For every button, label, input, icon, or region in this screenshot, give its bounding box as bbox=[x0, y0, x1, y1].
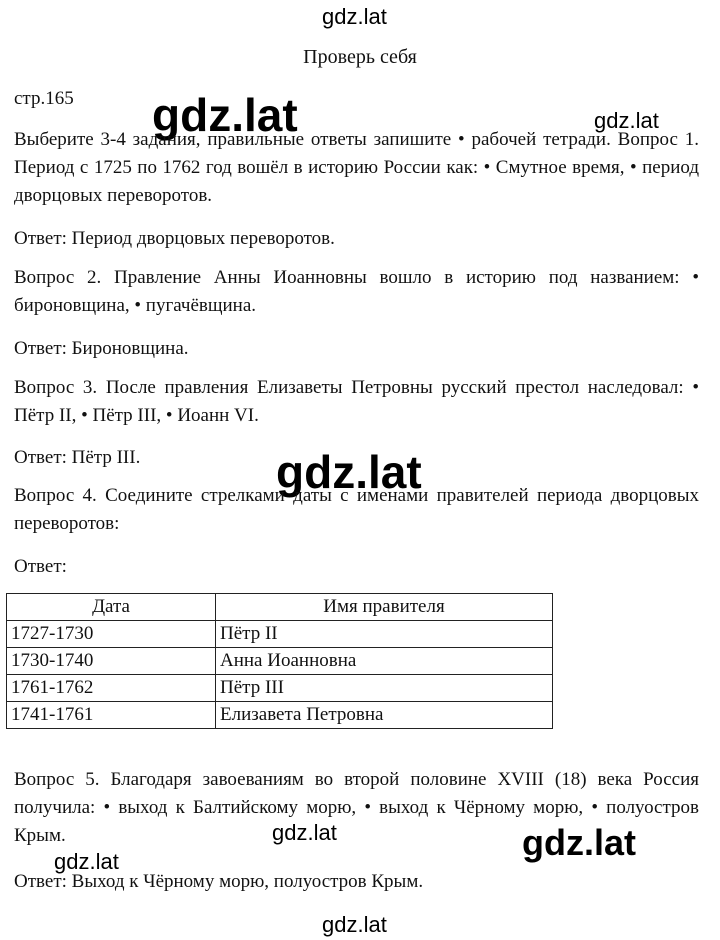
answer-5: Ответ: Выход к Чёрному морю, полуостров Крым. bbox=[14, 871, 424, 892]
cell-ruler: Анна Иоанновна bbox=[216, 648, 553, 675]
watermark-large-1: gdz.lat bbox=[152, 89, 298, 141]
cell-ruler: Пётр III bbox=[216, 675, 553, 702]
page-title: Проверь себя bbox=[303, 46, 417, 68]
question-3: Вопрос 3. После правления Елизаветы Петровны русский престол наследовал: • Пётр II, • Пётр III, • Иоанн VI. bbox=[14, 377, 699, 426]
table-header-row bbox=[7, 594, 553, 621]
cell-date: 1727-1730 bbox=[7, 621, 216, 648]
question-4: Вопрос 4. Соедините стрелками даты с именами правителей периода дворцовых переворотов: bbox=[14, 485, 699, 534]
cell-ruler: Пётр II bbox=[216, 621, 553, 648]
cell-ruler: Елизавета Петровна bbox=[216, 702, 553, 729]
answer-4-label: Ответ: bbox=[14, 556, 67, 577]
watermark-bold-bottom-right: gdz.lat bbox=[522, 822, 636, 863]
question-2: Вопрос 2. Правление Анны Иоанновны вошло в историю под названием: • бироновщина, • пугачёвщина. bbox=[14, 267, 699, 316]
watermark-mid-bottom: gdz.lat bbox=[272, 820, 337, 845]
cell-date: 1730-1740 bbox=[7, 648, 216, 675]
table-row bbox=[7, 648, 553, 675]
answer-table bbox=[6, 593, 553, 729]
watermark-large-2: gdz.lat bbox=[276, 446, 422, 498]
page-reference: стр.165 bbox=[14, 88, 74, 109]
table-row bbox=[7, 702, 553, 729]
table-row bbox=[7, 621, 553, 648]
cell-date: 1761-1762 bbox=[7, 675, 216, 702]
cell-date: 1741-1761 bbox=[7, 702, 216, 729]
question-5: Вопрос 5. Благодаря завоеваниям во второй половине XVIII (18) века Россия получила: • выход к Балтийскому морю, • выход к Чёрному морю, • полуостров Крым. bbox=[14, 769, 699, 846]
watermark-bottom: gdz.lat bbox=[322, 912, 387, 937]
table-row bbox=[7, 675, 553, 702]
watermark-left-bottom: gdz.lat bbox=[54, 849, 119, 874]
watermark-top: gdz.lat bbox=[322, 4, 387, 29]
header-date: Дата bbox=[7, 594, 216, 621]
header-ruler-name: Имя правителя bbox=[216, 594, 553, 621]
answer-3: Ответ: Пётр III. bbox=[14, 447, 141, 468]
answer-2: Ответ: Бироновщина. bbox=[14, 338, 189, 359]
answer-1: Ответ: Период дворцовых переворотов. bbox=[14, 228, 335, 249]
intro-question-1: Выберите 3-4 задания, правильные ответы запишите • рабочей тетради. Вопрос 1. Период с 1725 по 1762 год вошёл в историю России как: • Смутное время, • период дворцовых переворотов. bbox=[14, 129, 699, 206]
watermark-right-1: gdz.lat bbox=[594, 108, 659, 133]
